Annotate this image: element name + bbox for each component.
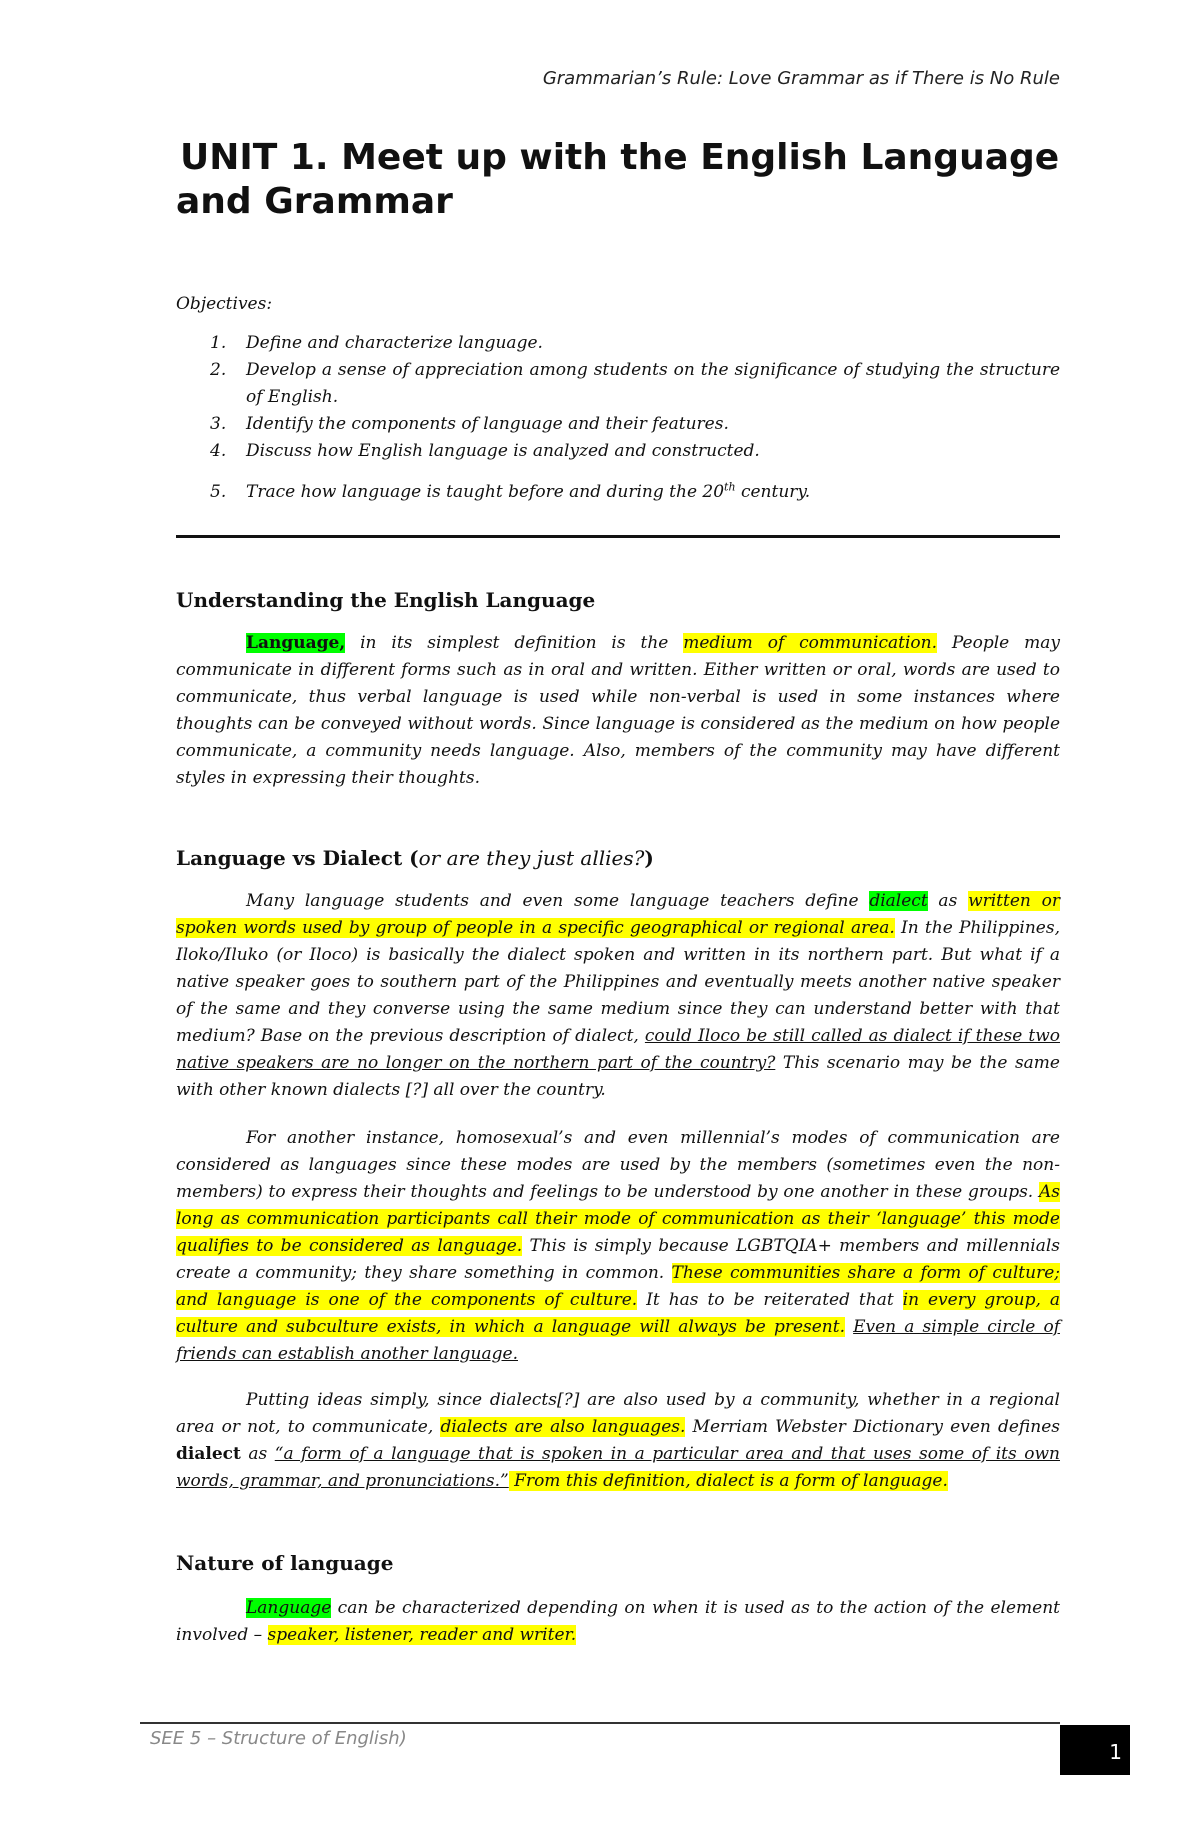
- objective-item: 1. Define and characterize language.: [210, 333, 543, 353]
- objective-item: 2. Develop a sense of appreciation among students on the significance of studying the structure of English.: [210, 360, 1060, 407]
- objective-item: 5. Trace how language is taught before and during the 20th century.: [210, 480, 811, 502]
- section-heading-understanding: Understanding the English Language: [176, 588, 596, 612]
- highlighted-term: dialect: [869, 891, 928, 911]
- paragraph-dialect-definition: Putting ideas simply, since dialects[?] are also used by a community, whether in a regional area or not, to communicate, dialects are also languages. Merriam Webster Dictionary even defines dialect as “a form of a language that is spoken in a particular area and that uses some of its own words, grammar, and pronunciations.” From this definition, dialect is a form of language.: [176, 1390, 1061, 1491]
- paragraph-communities: For another instance, homosexual’s and even millennial’s modes of communication are considered as languages since these modes are used by the members (sometimes even the non-members) to express their thoughts and feelings to be understood by one another in these groups. As long as communication participants call their mode of communication as their ‘language’ this mode qualifies to be considered as language. This is simply because LGBTQIA+ members and millennials create a community; they share something in common. These communities share a form of culture; and language is one of the components of culture. It has to be reiterated that in every group, a culture and subculture exists, in which a language will always be present. Even a simple circle of friends can establish another language.: [176, 1128, 1060, 1364]
- footer-course-title: SEE 5 – Structure of English): [150, 1728, 407, 1749]
- paragraph-language-definition: Language, in its simplest definition is the medium of communication. People may communicate in different forms such as in oral and written. Either written or oral, words are used to communicate, thus verbal language is used while non-verbal is used in some instances where thoughts can be conveyed without words. Since language is considered as the medium on how people communicate, a community needs language. Also, members of the community may have different styles in expressing their thoughts.: [176, 633, 1060, 788]
- paragraph-dialect: Many language students and even some language teachers define dialect as written or spoken words used by group of people in a specific geographical or regional area. In the Philippines, Iloko/Iluko (or Iloco) is basically the dialect spoken and written in its northern part. But what if a native speaker goes to southern part of the Philippines and eventually meets another native speaker of the same and they converse using the same medium since they can understand better with that medium? Base on the previous description of dialect, could Iloco be still called as dialect if these two native speakers are no longer on the northern part of the country? This scenario may be the same with other known dialects [?] all over the country.: [176, 891, 1060, 1100]
- highlighted-phrase: written or spoken words used by group of people in a specific geographical or regional area.: [176, 891, 1060, 938]
- running-header: Grammarian’s Rule: Love Grammar as if There is No Rule: [542, 68, 1060, 89]
- section-divider: [176, 535, 1060, 538]
- objective-item: 4. Discuss how English language is analyzed and constructed.: [210, 441, 760, 461]
- highlighted-phrase: medium of communication.: [683, 633, 937, 653]
- highlighted-term: Language,: [246, 633, 346, 653]
- underlined-question: could Iloco be still called as dialect if these two native speakers are no longer on the northern part of the country?: [176, 1026, 1060, 1073]
- objectives-list: [176, 330, 1060, 506]
- objective-item: 3. Identify the components of language and their features.: [210, 414, 729, 434]
- objectives-label: Objectives:: [176, 294, 273, 314]
- footer-divider: [140, 1722, 1060, 1724]
- page-number: 1: [1060, 1725, 1130, 1775]
- highlighted-phrase: speaker, listener, reader and writer.: [267, 1625, 577, 1645]
- section-heading-nature: Nature of language: [176, 1551, 394, 1575]
- unit-title: UNIT 1. Meet up with the English Language and Grammar: [176, 137, 1060, 222]
- paragraph-nature: Language can be characterized depending on when it is used as to the action of the element involved – speaker, listener, reader and writer.: [176, 1598, 1060, 1645]
- section-heading-language-vs-dialect: Language vs Dialect (or are they just allies?): [176, 846, 654, 870]
- highlighted-term: Language: [246, 1598, 332, 1618]
